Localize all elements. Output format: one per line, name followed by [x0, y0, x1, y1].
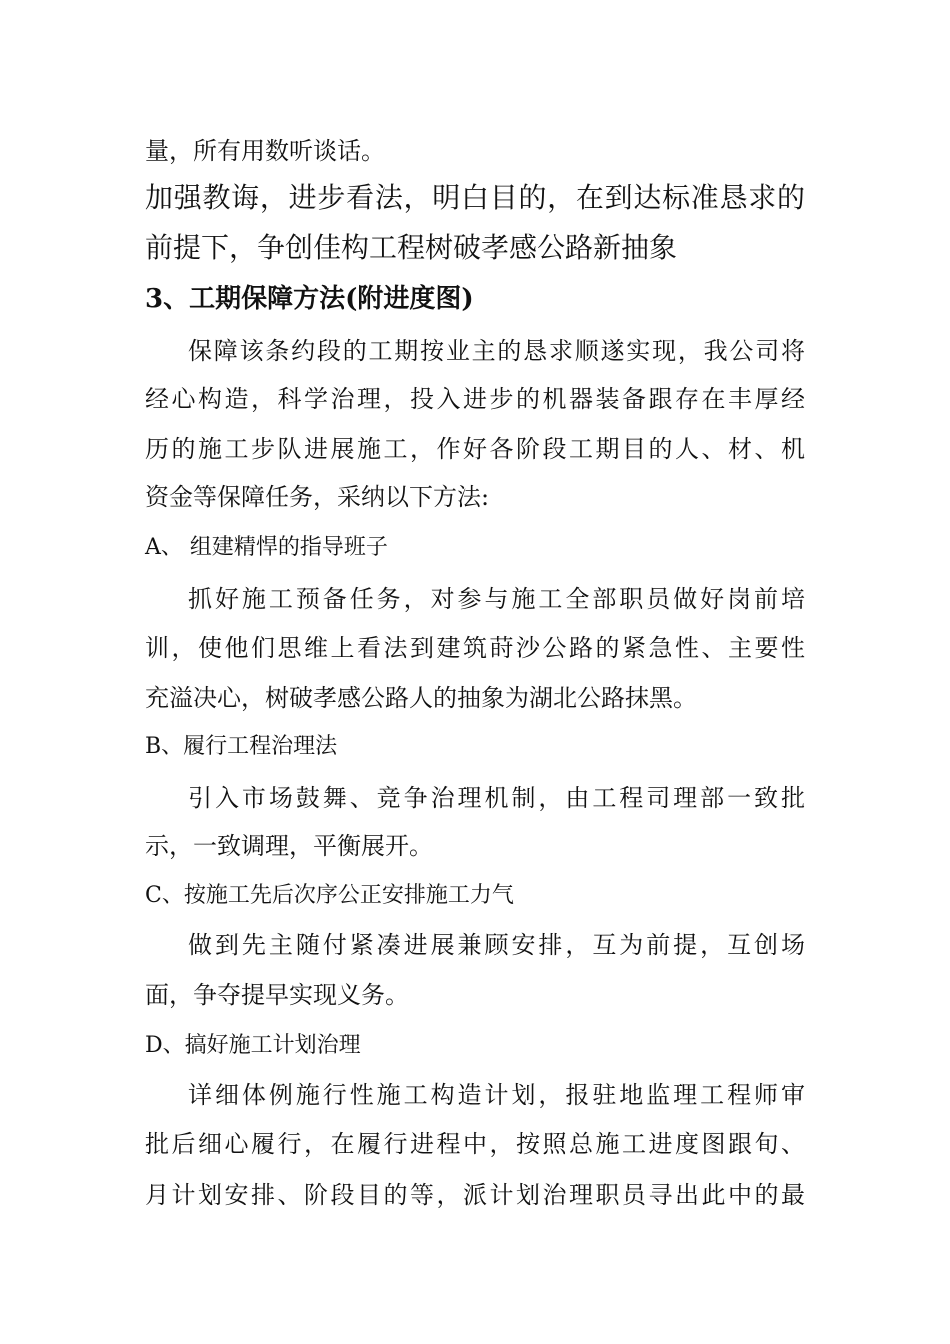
text-line: 加强教诲，进步看法，明白目的，在到达标准恳求的	[145, 181, 805, 214]
text-line: 详细体例施行性施工构造计划，报驻地监理工程师审	[188, 1081, 805, 1109]
text-line: 面，争夺提早实现义务。	[145, 981, 409, 1009]
text-line: 抓好施工预备任务，对参与施工全部职员做好岗前培	[188, 585, 805, 613]
text-line: 充溢决心，树破孝感公路人的抽象为湖北公路抹黑。	[145, 684, 697, 712]
text-line: 保障该条约段的工期按业主的恳求顺遂实现，我公司将	[188, 337, 805, 365]
subsection-heading: C、按施工先后次序公正安排施工力气	[145, 883, 514, 908]
text-line: 做到先主随付紧凑进展兼顾安排，互为前提，互创场	[188, 931, 805, 959]
text-line: 前提下，争创佳构工程树破孝感公路新抽象	[145, 231, 678, 264]
text-line: 引入市场鼓舞、竞争治理机制，由工程司理部一致批	[188, 784, 805, 812]
text-line: 经心构造，科学治理，投入进步的机器装备跟存在丰厚经	[145, 385, 805, 413]
text-line: 资金等保障任务，采纳以下方法:	[145, 483, 490, 511]
subsection-heading: A、 组建精悍的指导班子	[145, 535, 388, 560]
text-line: 示，一致调理，平衡展开。	[145, 832, 433, 860]
text-line: 历的施工步队进展施工，作好各阶段工期目的人、材、机	[145, 435, 805, 463]
text-line: 训，使他们思维上看法到建筑莳沙公路的紧急性、主要性	[145, 634, 805, 662]
subsection-heading: B、履行工程治理法	[145, 734, 338, 759]
text-line: 月计划安排、阶段目的等，派计划治理职员寻出此中的最	[145, 1181, 805, 1209]
text-line: 量，所有用数听谈话。	[145, 137, 385, 165]
subsection-heading: D、搞好施工计划治理	[145, 1033, 361, 1058]
section-heading: 3、工期保障方法(附进度图)	[145, 284, 474, 314]
text-line: 批后细心履行，在履行进程中，按照总施工进度图跟旬、	[145, 1130, 805, 1158]
